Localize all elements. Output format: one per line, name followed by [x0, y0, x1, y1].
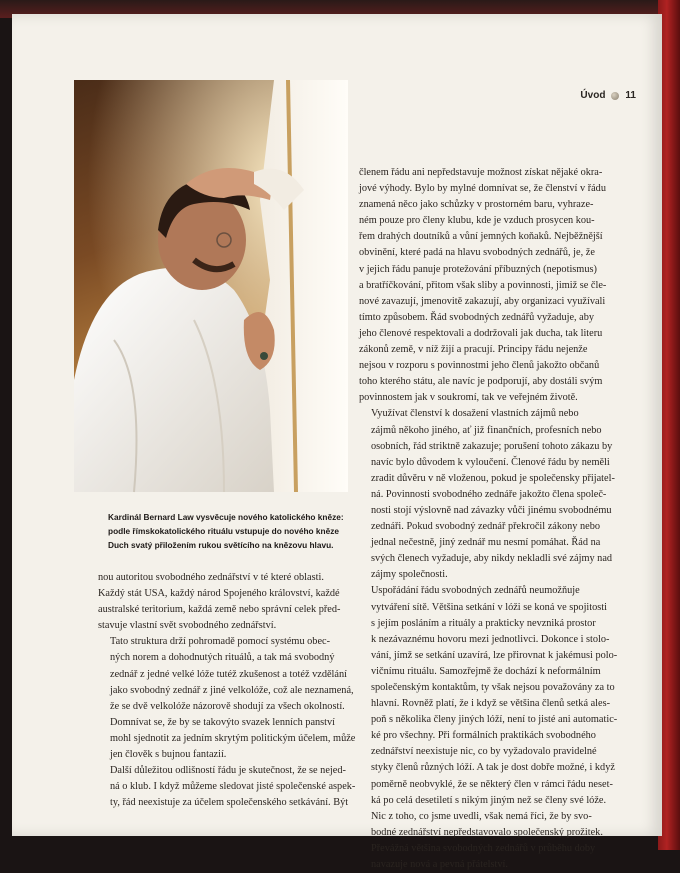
- text-line: poměrně neobvyklé, že se některý člen v rámci řádu neset-: [371, 778, 613, 790]
- paragraph: [359, 165, 607, 406]
- text-line: členem řádu ani nepředstavuje možnost získat nějaké okra-: [359, 167, 603, 178]
- text-line: Nic z toho, co jsme uvedli, však nemá říci, že by svo-: [371, 810, 592, 822]
- text-line: nové zavazují, jmenovitě zakazují, aby organizaci využívali: [359, 295, 606, 307]
- text-line: nou autoritou svobodného zednářství v té které oblasti.: [98, 572, 324, 583]
- text-line: Tato struktura drží pohromadě pomocí systému obec-: [110, 636, 331, 648]
- paragraph: [98, 634, 356, 763]
- text-line: ké pro všechny. Při formálních praktikách svobodného: [371, 730, 596, 742]
- text-line: zájmy společnosti.: [371, 569, 448, 581]
- text-line: s jejím posláním a rituály a prakticky nevzniká prostor: [371, 617, 596, 629]
- paragraph: [98, 763, 356, 811]
- text-line: Využívat členství k dosažení vlastních zájmů nebo: [371, 408, 579, 420]
- text-line: australské teritorium, každá země nebo správní celek před-: [98, 604, 341, 616]
- text-line: ném pouze pro členy klubu, kde je vzduch prosycen kou-: [359, 215, 595, 227]
- text-line: Další důležitou odlišností řádu je skutečnost, že se nejed-: [110, 765, 346, 777]
- text-line: Každý stát USA, každý národ Spojeného království, každé: [98, 588, 340, 600]
- text-line: jednal nečestně, jiný zednář mu nesmí pomáhat. Řád na: [371, 537, 601, 549]
- text-line: zradit důvěru v ně vloženou, pokud je společensky přijatel-: [371, 472, 615, 484]
- text-line: k nezávaznému hovoru mezi jednotlivci. Dokonce i stolo-: [371, 633, 610, 645]
- text-line: jen člověk s bujnou fantazií.: [110, 749, 227, 761]
- text-line: jeho členové respektovali a dodržovali jak ducha, tak literu: [359, 327, 603, 339]
- photo-ordination: [74, 80, 348, 492]
- text-line: ty, řád neexistuje za účelem společenského setkávání. Být: [110, 797, 349, 809]
- caption-line: Duch svatý přiložením rukou světícího na knězovu hlavu.: [108, 540, 334, 550]
- text-line: styky členů různých lóží. A tak je dost dobře možné, i když: [371, 762, 615, 774]
- paragraph: [359, 406, 615, 583]
- text-line: zednář z jedné velké lóže tutéž zkušenost a totéž vzdělání: [110, 668, 347, 680]
- text-column-left: [98, 570, 356, 811]
- text-line: vičnímu rituálu. Samozřejmě že dochází k neformálním: [371, 665, 601, 677]
- text-line: zednáři. Pokud svobodný zednář překročil zákony nebo: [371, 521, 601, 533]
- running-header: [580, 90, 636, 101]
- text-line: zájmů někoho jiného, ať již finančních, profesních nebo: [371, 424, 602, 436]
- text-line: jako svobodný zednář z jiné velkolóže, což ale neznamená,: [110, 684, 354, 696]
- text-line: svých členech vyžaduje, aby nikdy nekladli své zájmy nad: [371, 553, 613, 565]
- text-line: povinnostem jak v soukromí, tak ve veřejném životě.: [359, 392, 578, 404]
- text-line: zednářství neexistuje nic, co by vyžadovalo pravidelné: [371, 746, 597, 758]
- text-line: ných norem a dohodnutých rituálů, a tak má svobodný: [110, 652, 335, 664]
- text-line: společenským kontaktům, ty však nejsou považovány za to: [371, 682, 615, 693]
- paragraph: [359, 809, 607, 873]
- text-line: v jejich řádu panuje protežování příbuzných (nepotismus): [359, 263, 597, 275]
- text-line: Uspořádání řádu svobodných zednářů neumožňuje: [371, 585, 580, 597]
- section-title: Úvod: [580, 90, 606, 101]
- text-line: nejsou v rozporu s povinnostmi jeho členů jakožto občanů: [359, 360, 600, 372]
- text-line: a bratříčkování, přitom však sliby a povinnosti, jimiž se čle-: [359, 279, 607, 291]
- text-line: Převážná většina svobodných zednářů v průběhu doby: [371, 842, 596, 854]
- text-line: navazuje nová a pevná přátelství.: [371, 859, 508, 871]
- photo-caption: [108, 510, 344, 552]
- text-line: vání, jímž se setkání uzavírá, lze přirovnat k jakémusi polo-: [371, 649, 618, 661]
- text-line: ná. Povinnosti svobodného zednáře jakožto člena společ-: [371, 488, 607, 500]
- text-line: hlavní. Rovněž platí, že i když se většina členů setká ales-: [371, 698, 611, 710]
- text-line: osobních, řád striktně zakazuje; porušení tohoto zákazu by: [371, 440, 613, 452]
- text-line: toho kterého státu, ale navíc je podporují, aby dostáli svým: [359, 376, 603, 388]
- paragraph: [359, 583, 618, 808]
- text-line: obvinění, které padá na hlavu svobodných zednářů, je, že: [359, 247, 595, 259]
- caption-line: Kardinál Bernard Law vysvěcuje nového katolického kněze:: [108, 512, 344, 522]
- text-line: vytváření sítě. Většina setkání v lóži se koná ve spojitosti: [371, 601, 608, 613]
- text-line: navíc bylo důvodem k vyloučení. Členové řádu by neměli: [371, 456, 610, 468]
- text-line: Domnívat se, že by se takovýto svazek lenních panství: [110, 716, 336, 728]
- bullet-icon: [611, 92, 619, 100]
- text-line: bodné zednářství nepředstavovalo společenský prožitek.: [371, 826, 603, 838]
- text-line: mohl sjednotit za jedním skrytým politickým účelem, může: [110, 732, 356, 744]
- caption-line: podle římskokatolického rituálu vstupuje do nového kněze: [108, 526, 339, 536]
- text-line: tímto způsobem. Řád svobodných zednářů vyžaduje, aby: [359, 311, 595, 323]
- text-line: řem drahých doutníků a vůní jemných koňaků. Nejběžnější: [359, 231, 603, 243]
- book-page: [12, 14, 662, 871]
- text-line: ká po celá desetiletí s nikým jiným než se členy své lóže.: [371, 794, 607, 806]
- text-line: stavuje vlastní svět svobodného zednářství.: [98, 620, 277, 632]
- text-line: že se dvě velkolóže názorově shodují za všech okolností.: [110, 700, 345, 712]
- text-column-right: [359, 165, 618, 873]
- text-line: poň s několika členy jiných lóží, není to jisté ani automatic-: [371, 714, 618, 726]
- text-line: jové výhody. Bylo by mylné domnívat se, že členství v řádu: [359, 183, 606, 195]
- text-line: nosti stojí výslovně nad závazky vůči jinému svobodnému: [371, 504, 612, 516]
- photo-illustration: [74, 80, 348, 492]
- page-number: 11: [625, 90, 636, 101]
- paragraph: [98, 570, 348, 634]
- text-line: zákonů země, v níž žijí a pracují. Principy řádu nejenže: [359, 344, 588, 356]
- text-line: znamená něco jako schůzky v prostorném baru, vyhraze-: [359, 199, 594, 211]
- text-line: ná o klub. I když můžeme sledovat jisté společenské aspek-: [110, 781, 356, 793]
